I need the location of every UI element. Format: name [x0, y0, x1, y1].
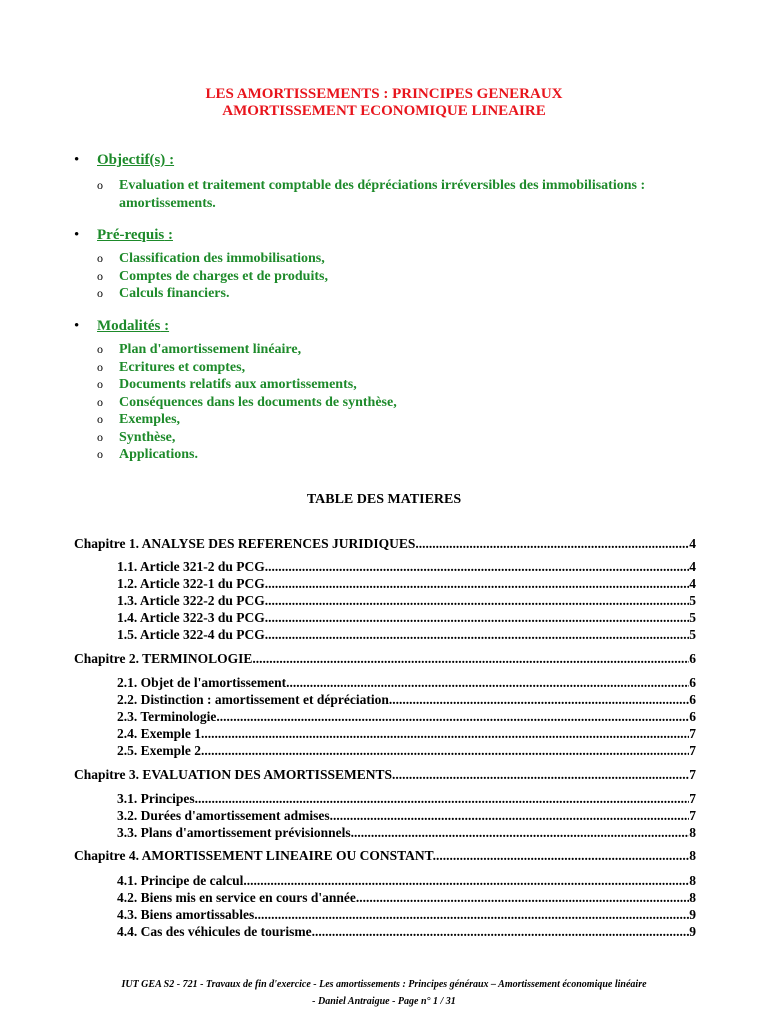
circle-bullet-icon: o: [97, 178, 103, 192]
list-item: o Exemples,: [97, 412, 181, 427]
toc-section-1-1[interactable]: 1.1. Article 321-2 du PCG. ..... 4: [117, 558, 696, 575]
toc-section-2-2[interactable]: 2.2. Distinction : amortissement et dépréciation. ..... 6: [117, 691, 696, 708]
objectives-section: [74, 152, 714, 212]
list-item: o Plan d'amortissement linéaire,: [97, 342, 302, 357]
circle-bullet-icon: o: [97, 268, 103, 283]
toc-chapter-1[interactable]: Chapitre 1. ANALYSE DES REFERENCES JURIDIQUES. ..... 4: [74, 535, 696, 552]
list-item: o Classification des immobilisations,: [97, 251, 325, 266]
prerequisites-heading: • Pré-requis :: [74, 227, 173, 243]
page-footer: [0, 976, 768, 1010]
list-item: o Evaluation et traitement comptable des dépréciations irréversibles des immobilisations : amortissements.: [97, 178, 646, 211]
toc-section-3-2[interactable]: 3.2. Durées d'amortissement admises. ..... 7: [117, 807, 696, 824]
prerequisites-list: [74, 250, 714, 303]
toc-section-2-3[interactable]: 2.3. Terminologie. ..... 6: [117, 708, 696, 725]
circle-bullet-icon: o: [97, 286, 103, 300]
toc-section-2-4[interactable]: 2.4. Exemple 1. ..... 7: [117, 725, 696, 742]
circle-bullet-icon: o: [97, 377, 103, 391]
toc-section-1-4[interactable]: 1.4. Article 322-3 du PCG. ..... 5: [117, 609, 696, 626]
prerequisites-label: Pré-requis: [97, 227, 165, 243]
modalities-heading: • Modalités :: [74, 318, 170, 334]
toc-chapter-2[interactable]: Chapitre 2. TERMINOLOGIE ..... 6: [74, 650, 696, 667]
toc-chapter-4[interactable]: Chapitre 4. AMORTISSEMENT LINEAIRE OU CONSTANT. ..... 8: [74, 847, 696, 864]
toc-title: TABLE DES MATIERES: [306, 492, 462, 507]
circle-bullet-icon: o: [97, 342, 103, 356]
toc-section-2-5[interactable]: 2.5. Exemple 2. ..... 7: [117, 742, 696, 759]
circle-bullet-icon: o: [97, 251, 103, 265]
toc-section-1-3[interactable]: 1.3. Article 322-2 du PCG. ..... 5: [117, 592, 696, 609]
title-line-2: AMORTISSEMENT ECONOMIQUE LINEAIRE: [222, 103, 546, 119]
list-item: o Conséquences dans les documents de synthèse,: [97, 394, 397, 410]
modalities-label: Modalités: [97, 318, 161, 334]
toc-section-3-3[interactable]: 3.3. Plans d'amortissement prévisionnels. ..... 8: [117, 824, 696, 841]
toc-section-1-5[interactable]: 1.5. Article 322-4 du PCG. ..... 5: [117, 626, 696, 643]
circle-bullet-icon: o: [97, 447, 103, 461]
modalities-section: [74, 318, 714, 464]
list-item: o Ecritures et comptes,: [97, 359, 246, 375]
circle-bullet-icon: o: [97, 412, 103, 426]
toc-chapter-3[interactable]: Chapitre 3. EVALUATION DES AMORTISSEMENTS. ..... 7: [74, 766, 696, 783]
circle-bullet-icon: o: [97, 394, 103, 409]
list-item: o Applications.: [97, 447, 198, 462]
toc-section-4-1[interactable]: 4.1. Principe de calcul. ..... 8: [117, 872, 696, 889]
modalities-list: [74, 341, 714, 464]
bullet-icon: •: [74, 227, 80, 243]
list-item: o Calculs financiers.: [97, 286, 230, 301]
bullet-icon: •: [74, 152, 80, 168]
footer-line-2: - Daniel Antraigue - Page n° 1 / 31: [312, 996, 456, 1007]
list-item: o Synthèse,: [97, 429, 176, 445]
circle-bullet-icon: o: [97, 429, 103, 444]
toc-section-1-2[interactable]: 1.2. Article 322-1 du PCG. ..... 4: [117, 575, 696, 592]
circle-bullet-icon: o: [97, 359, 103, 374]
objectives-heading: • Objectif(s) :: [74, 152, 175, 168]
list-item: o Documents relatifs aux amortissements,: [97, 377, 357, 392]
objectives-label: Objectif(s): [97, 152, 166, 168]
footer-line-1: IUT GEA S2 - 721 - Travaux de fin d'exercice - Les amortissements : Principes généraux – Amortissement économique linéaire: [121, 979, 647, 990]
list-item: o Comptes de charges et de produits,: [97, 268, 328, 284]
objectives-list: [74, 177, 714, 212]
toc-section-4-3[interactable]: 4.3. Biens amortissables. ..... 9: [117, 906, 696, 923]
title-line-1: LES AMORTISSEMENTS : PRINCIPES GENERAUX: [205, 86, 563, 102]
prerequisites-section: [74, 227, 714, 303]
document-title: [0, 86, 768, 120]
toc-section-4-4[interactable]: 4.4. Cas des véhicules de tourisme. ..... 9: [117, 923, 696, 940]
toc-section-2-1[interactable]: 2.1. Objet de l'amortissement. ..... 6: [117, 674, 696, 691]
bullet-icon: •: [74, 318, 80, 334]
toc-section-3-1[interactable]: 3.1. Principes. ..... 7: [117, 790, 696, 807]
toc-section-4-2[interactable]: 4.2. Biens mis en service en cours d'année. ..... 8: [117, 889, 696, 906]
